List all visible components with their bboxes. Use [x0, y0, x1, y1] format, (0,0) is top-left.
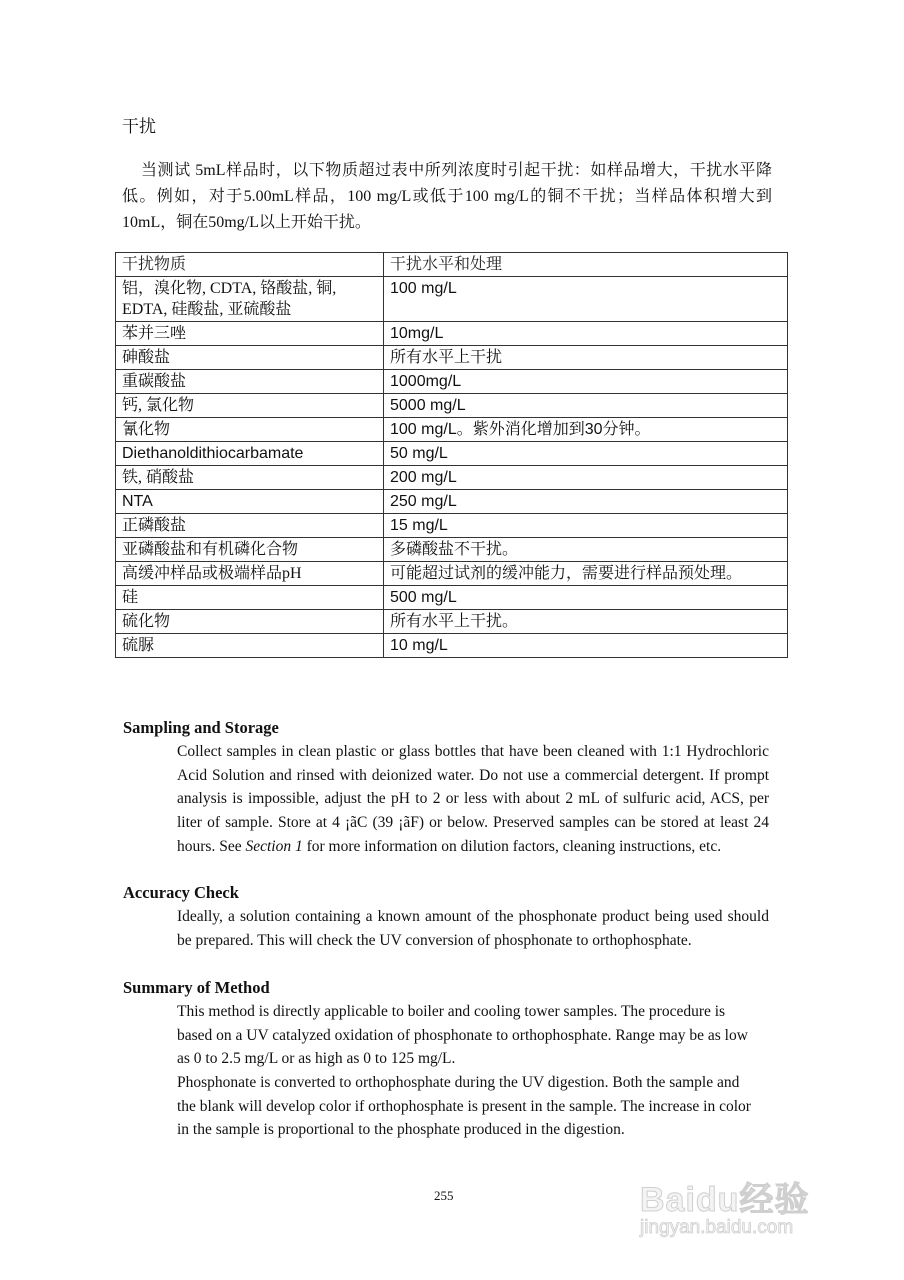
table-row	[116, 370, 788, 394]
level-cell: 500 mg/L	[384, 586, 788, 610]
baidu-logo-icon: Baidu经验	[640, 1181, 810, 1219]
substance-cell: 氰化物	[116, 418, 384, 442]
table-row	[116, 562, 788, 586]
table-row	[116, 394, 788, 418]
accuracy-heading: Accuracy Check	[123, 883, 239, 902]
level-cell: 200 mg/L	[384, 466, 788, 490]
table-row	[116, 514, 788, 538]
substance-cell: 苯并三唑	[116, 322, 384, 346]
summary-heading: Summary of Method	[123, 978, 270, 997]
level-cell: 所有水平上干扰。	[384, 610, 788, 634]
table-row	[116, 538, 788, 562]
substance-cell: 硫脲	[116, 634, 384, 658]
level-cell: 1000mg/L	[384, 370, 788, 394]
substance-cell: 亚磷酸盐和有机磷化合物	[116, 538, 384, 562]
level-cell: 5000 mg/L	[384, 394, 788, 418]
table-row	[116, 634, 788, 658]
table-row	[116, 610, 788, 634]
level-cell: 100 mg/L。紫外消化增加到30分钟。	[384, 418, 788, 442]
level-cell: 100 mg/L	[384, 277, 788, 322]
page-number: 255	[434, 1188, 454, 1203]
level-cell: 250 mg/L	[384, 490, 788, 514]
section-reference: Section 1	[245, 837, 303, 855]
summary-paragraph-1: This method is directly applicable to boiler and cooling tower samples. The procedure is based on a UV catalyzed oxidation of phosphonate to orthophosphate. Range may be as low as 0 to 2.5 mg/L or as high as 0 to 125 mg/L.	[177, 1003, 748, 1068]
summary-paragraph-2: Phosphonate is converted to orthophosphate during the UV digestion. Both the sample and the blank will develop color if orthophosphate is present in the sample. The increase in color in the sample is proportional to the phosphate produced in the digestion.	[177, 1074, 751, 1139]
header-substance: 干扰物质	[116, 253, 384, 277]
substance-cell: 硅	[116, 586, 384, 610]
header-level: 干扰水平和处理	[384, 253, 788, 277]
level-cell: 10mg/L	[384, 322, 788, 346]
watermark-url: jingyan.baidu.com	[640, 1217, 794, 1238]
substance-cell: NTA	[116, 490, 384, 514]
substance-cell: 正磷酸盐	[116, 514, 384, 538]
substance-cell: 硫化物	[116, 610, 384, 634]
sampling-text	[177, 740, 769, 859]
substance-cell: 钙, 氯化物	[116, 394, 384, 418]
sampling-text-b: for more information on dilution factors, cleaning instructions, etc.	[302, 837, 722, 855]
table-row	[116, 277, 788, 322]
accuracy-text: Ideally, a solution containing a known amount of the phosphonate product being used should be prepared. This will check the UV conversion of phosphonate to orthophosphate.	[177, 908, 769, 949]
level-cell: 10 mg/L	[384, 634, 788, 658]
level-cell: 所有水平上干扰	[384, 346, 788, 370]
level-cell: 50 mg/L	[384, 442, 788, 466]
table-row	[116, 490, 788, 514]
substance-cell: 重碳酸盐	[116, 370, 384, 394]
table-header-row	[116, 253, 788, 277]
level-cell: 15 mg/L	[384, 514, 788, 538]
sampling-text-a: Collect samples in clean plastic or glass bottles that have been cleaned with 1:1 Hydrochloric Acid Solution and rinsed with deionized water. Do not use a commercial detergent. If prompt analysis is impossible, adjust the pH to 2 or less with about 2 mL of sulfuric acid, ACS, per liter of sample. Store at 4 ¡ãC (39 ¡ãF) or below. Preserved samples can be stored at least 24 hours. See	[177, 743, 769, 855]
substance-cell: 铁, 硝酸盐	[116, 466, 384, 490]
table-row	[116, 418, 788, 442]
interference-intro: 当测试 5mL样品时，以下物质超过表中所列浓度时引起干扰：如样品增大，干扰水平降低。例如，对于5.00mL样品，100 mg/L或低于100 mg/L的铜不干扰；当样品体积增大到10mL，铜在50mg/L以上开始干扰。	[122, 162, 772, 231]
baidu-watermark	[640, 1172, 870, 1252]
substance-cell: Diethanoldithiocarbamate	[116, 442, 384, 466]
table-row	[116, 466, 788, 490]
interference-table	[115, 252, 788, 658]
level-cell: 多磷酸盐不干扰。	[384, 538, 788, 562]
interference-title: 干扰	[122, 117, 156, 136]
substance-cell: 砷酸盐	[116, 346, 384, 370]
table-row	[116, 322, 788, 346]
table-row	[116, 442, 788, 466]
substance-cell: 高缓冲样品或极端样品pH	[116, 562, 384, 586]
level-cell: 可能超过试剂的缓冲能力，需要进行样品预处理。	[384, 562, 788, 586]
table-row	[116, 346, 788, 370]
table-row	[116, 586, 788, 610]
sampling-heading: Sampling and Storage	[123, 718, 279, 737]
substance-cell: 铝，溴化物, CDTA, 铬酸盐, 铜, EDTA, 硅酸盐, 亚硫酸盐	[116, 277, 384, 322]
